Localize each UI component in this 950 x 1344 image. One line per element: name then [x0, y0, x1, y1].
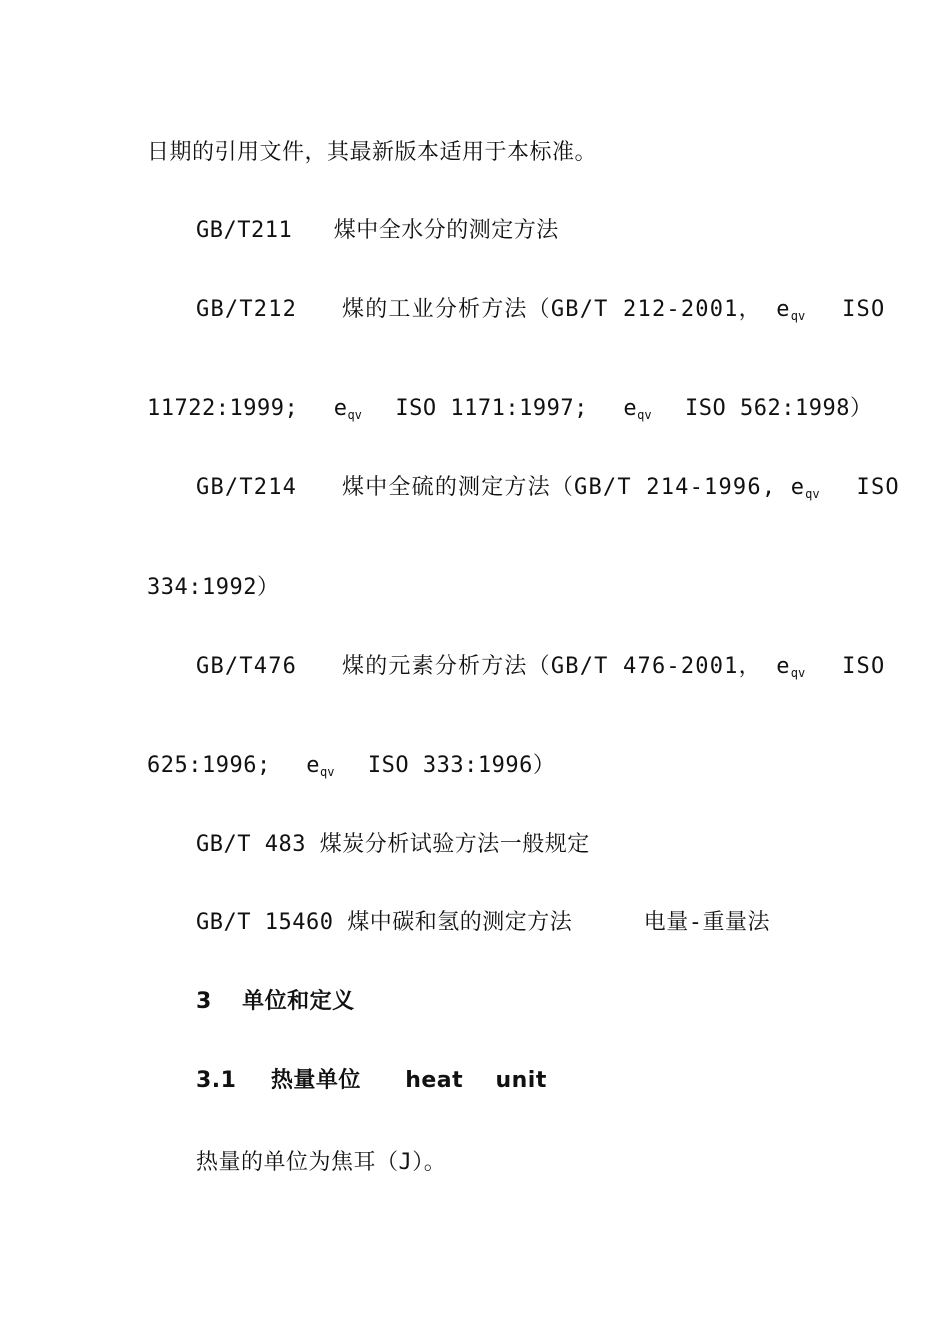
reference-gbt212 [196, 295, 885, 331]
paragraph-continuation [147, 138, 597, 168]
iso-label: ISO [842, 654, 886, 679]
standard-title: 煤中全硫的测定方法（GB/T 214-1996, [342, 475, 777, 500]
section-title: 单位和定义 [242, 989, 355, 1014]
standard-title: 煤中全水分的测定方法 [333, 218, 559, 243]
eqv-marker: $e_{qv}$ [333, 396, 362, 422]
reference-gbt476-continued: 625:1996; $e_{qv}$ ISO 333:1996） [147, 753, 556, 779]
standard-code: GB/T212 [196, 297, 298, 322]
section-title-en: heat [405, 1068, 464, 1093]
eqv-marker: $e_{qv}$ [306, 753, 335, 779]
reference-gbt15460: GB/T 15460 煤中碳和氢的测定方法 电量-重量法 [196, 910, 770, 935]
reference-gbt476 [196, 652, 885, 688]
text: 日期的引用文件，其最新版本适用于本标准。 [147, 140, 598, 165]
reference-gbt212-continued: 11722:1999; $e_{qv}$ ISO 1171:1997; $e_{qv}$ ISO 562:1998） [147, 396, 873, 422]
eqv-marker: $e_{qv}$ [623, 396, 652, 422]
definition-text: 热量的单位为焦耳（J）。 [196, 1150, 447, 1175]
section-heading-3-1 [196, 1066, 547, 1096]
reference-gbt214 [196, 473, 900, 509]
reference-gbt214-continued: 334:1992） [147, 575, 280, 600]
section-number: 3 [196, 989, 212, 1014]
section-title: 热量单位 [270, 1068, 361, 1093]
reference-gbt483: GB/T 483 煤炭分析试验方法一般规定 [196, 832, 590, 857]
eqv-marker: $e_{qv}$ [790, 475, 820, 501]
section-heading-3 [196, 987, 355, 1017]
standard-title: 煤的元素分析方法（GB/T 476-2001， [342, 654, 762, 679]
standard-code: GB/T214 [196, 475, 298, 500]
standard-code: GB/T211 [196, 218, 293, 243]
eqv-marker: $e_{qv}$ [776, 297, 806, 323]
reference-gbt211 [196, 216, 559, 246]
iso-label: ISO [856, 475, 900, 500]
standard-title: 煤的工业分析方法（GB/T 212-2001， [342, 297, 762, 322]
section-number: 3.1 [196, 1068, 237, 1093]
standard-code: GB/T476 [196, 654, 298, 679]
iso-label: ISO [842, 297, 886, 322]
eqv-marker: $e_{qv}$ [776, 654, 806, 680]
section-title-en: unit [495, 1068, 547, 1093]
